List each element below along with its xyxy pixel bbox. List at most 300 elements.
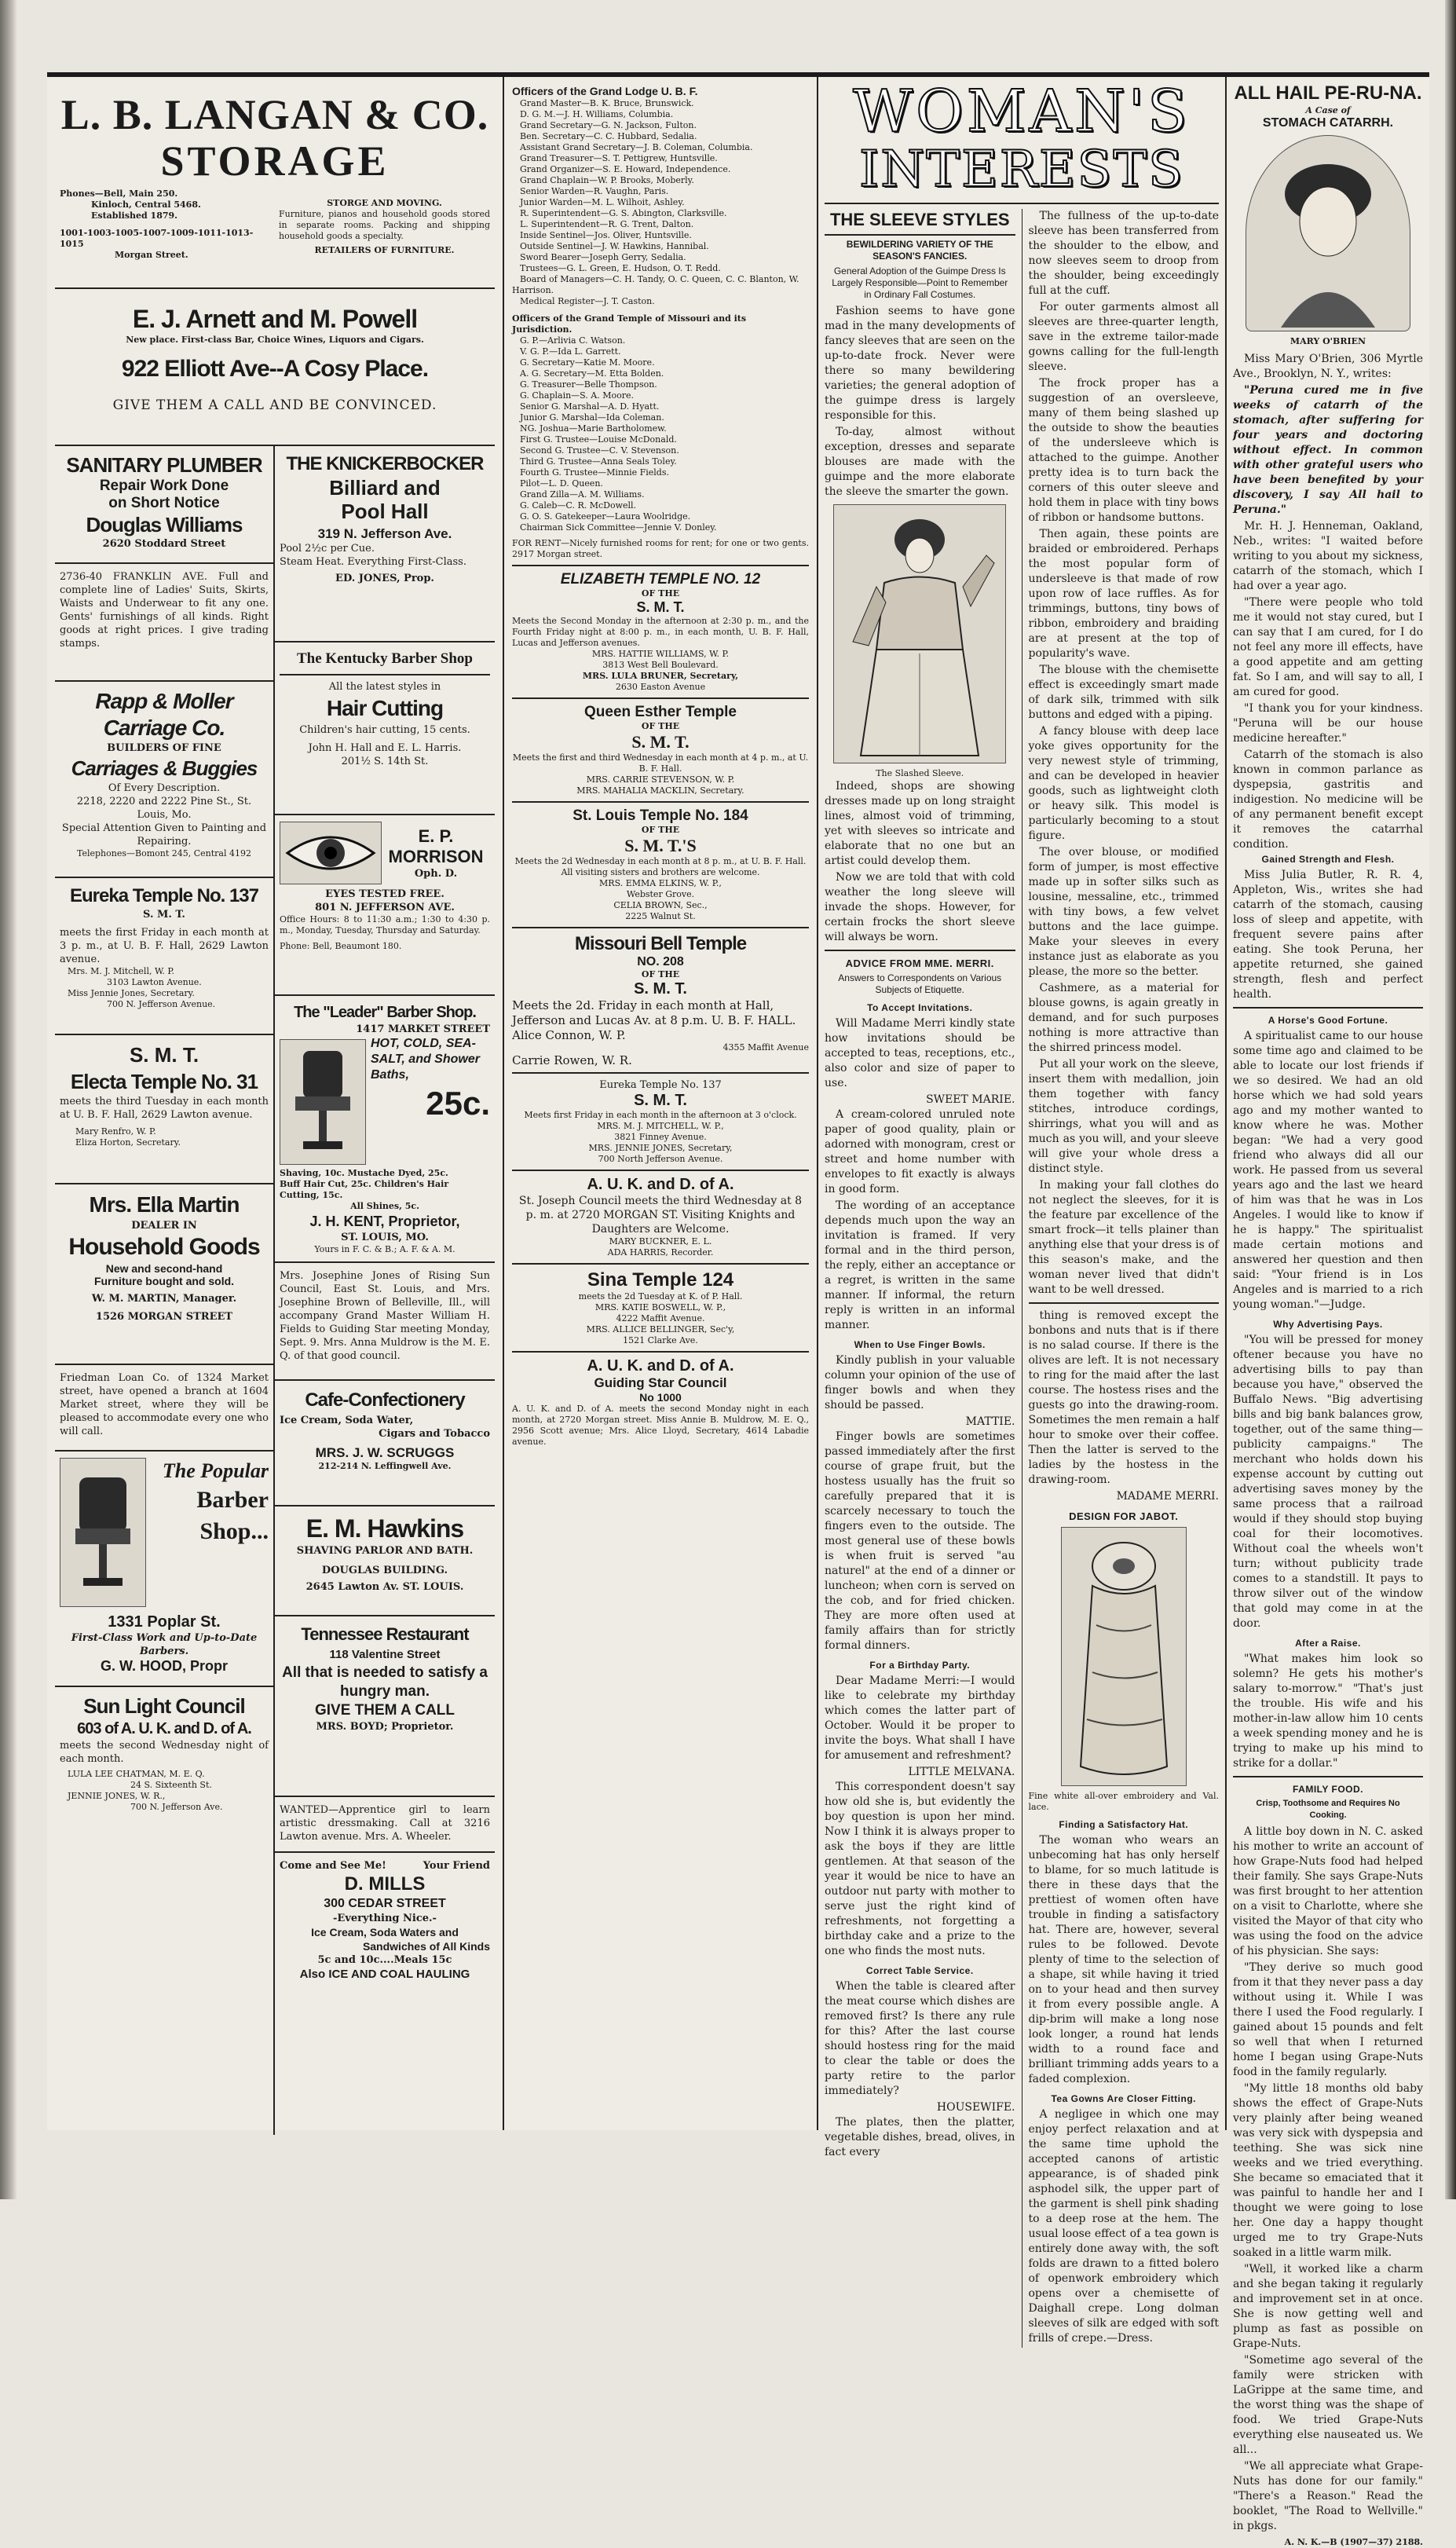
morrison-name: MORRISON	[388, 846, 484, 866]
peruna-sub-1: A Case of	[1305, 105, 1351, 115]
finger-bowls-answer: Finger bowls are sometimes passed immediately after the first course of grape fruit, but the hostess usually has the fruit so carefully prepared that it is scarcely necessary to touch the fingers even to the outside. The most general use of these bowls is when fruit is served "au naturel" at the end of a dinner or luncheon; when corn is served on the cob, and for fried chicken. They are more often used at family affairs than for strictly formal dinners.	[825, 1430, 1015, 1652]
temple-officer-11: Third G. Trustee—Anna Seals Toley.	[520, 456, 677, 467]
eureka2-title: Eureka Temple No. 137	[599, 1079, 722, 1091]
morrison-addr: 801 N. JEFFERSON AVE.	[315, 902, 455, 913]
sleeve-right-p9: Put all your work on the sleeve, insert them with medallion, join them together with fancy stitches, introduce cordings, shirrings, what you will and as much as you will, and your sleeve will give your whole dress a distinct style.	[1028, 1058, 1219, 1175]
lodge-officer-9: Junior Warden—M. L. Wilhoit, Ashley.	[520, 197, 685, 207]
martin-addr: 1526 MORGAN STREET	[95, 1311, 233, 1323]
table-service-answer: The plates, then the platter, vegetable dishes, bread, olives, in fact every	[825, 2116, 1015, 2158]
binding-shadow	[0, 0, 17, 2199]
food-p4: "Well, it worked like a charm and she began taking it regularly and improvement set in at once. She is now getting well and plump as fast as possible on Grape-Nuts.	[1233, 2263, 1423, 2350]
hawkins-addr: 2645 Lawton Av. ST. LOUIS.	[305, 1581, 464, 1593]
knicker-title: THE KNICKERBOCKER	[286, 453, 484, 474]
morrison-optician-ad	[275, 815, 495, 996]
mills-l3: 5c and 10c....Meals 15c	[317, 1954, 452, 1966]
missouri-bell-temple-ad	[512, 933, 809, 1067]
auk2-text: A. U. K. and D. of A. meets the second Monday night in each month, at 2720 Morgan street. Miss Annie B. Muldrow, M. E. Q., 2956 Scott avenue; Mrs. Alice Lloyd, Secretary, 4614 Labadie avenue.	[512, 1404, 809, 1447]
martin-goods-ad	[55, 1184, 273, 1365]
jabot-illustration	[1061, 1527, 1187, 1786]
sunlight-n3: JENNIE JONES, W. R.,	[68, 1791, 166, 1801]
sleeve-right-p5: The blouse with the chemisette effect is exceedingly smart made of dark silk, trimmed with silk buttons and edged with a piping.	[1028, 664, 1219, 721]
morrison-ep: E. P.	[418, 826, 454, 846]
mills-every: -Everything Nice.-	[333, 1913, 437, 1924]
rapp-tel: Telephones—Bomont 245, Central 4192	[76, 848, 251, 858]
rapp-builders: BUILDERS OF FINE	[107, 742, 221, 754]
rapp-title-2: Carriage Co.	[103, 716, 225, 740]
kentucky-children: Children's hair cutting, 15 cents.	[299, 724, 470, 736]
peruna-p6: Catarrh of the stomach is also known in common parlance as dyspepsia, gastritis and indigestion. No medicine will be of any permanent benefit except it removes the catarrhal condition.	[1233, 749, 1423, 851]
hawkins-title: E. M. Hawkins	[305, 1514, 464, 1543]
stlouis-n2: Webster Grove.	[626, 889, 695, 899]
stlouis-text: Meets the 2d Wednesday in each month at 8 p. m., at U. B. F. Hall. All visiting sisters and brothers are welcome.	[514, 856, 807, 877]
barber-chair-illustration	[60, 1458, 146, 1607]
leader-addr: 1417 MARKET STREET	[356, 1023, 490, 1035]
missouri-smt: S. M. T.	[634, 980, 687, 998]
sleeve-p1: Fashion seems to have gone mad in the many developments of fancy sleeves that are seen on the up-to-date frock. Never were there so many bewildering varieties; the general adoption of the guimpe dress is largely responsible for this.	[825, 305, 1015, 422]
eureka-n1: Mrs. M. J. Mitchell, W. P.	[68, 966, 174, 976]
lodge-officer-17: Medical Register—J. T. Caston.	[520, 296, 655, 306]
cafe-l2: Cigars and Tobacco	[379, 1428, 490, 1440]
table-service-signature: HOUSEWIFE.	[936, 2101, 1015, 2114]
kentucky-styles: All the latest styles in	[328, 681, 441, 693]
eureka2-text: Meets first Friday in each month in the afternoon at 3 o'clock.	[524, 1110, 797, 1120]
sleeve-right-p3: The frock proper has a suggestion of an oversleeve, many of them being slashed up the outside to show the beauties of the undersleeve which is attached to the guimpe. Another pretty idea is to turn back the corners of this outer sleeve and hold them in place with tiny bows of ribbon or handsome buttons.	[1028, 377, 1219, 524]
plumber-addr: 2620 Stoddard Street	[102, 538, 226, 550]
wanted-notice: WANTED—Apprentice girl to learn artistic dressmaking. Call at 3216 Lawton avenue. Mrs. A. Wheeler.	[275, 1797, 495, 1853]
queen-title: Queen Esther Temple	[584, 704, 737, 720]
portrait-caption: MARY O'BRIEN	[1290, 336, 1366, 346]
knicker-l1: Billiard and	[329, 476, 441, 500]
peruna-sub-2: STOMACH CATARRH.	[1262, 116, 1394, 130]
temple-officer-7: Junior G. Marshal—Ida Coleman.	[520, 412, 664, 423]
sleeve-styles-title: THE SLEEVE STYLES	[825, 209, 1015, 236]
tea-gowns-title: Tea Gowns Are Closer Fitting.	[1051, 2093, 1197, 2104]
gained-title: Gained Strength and Flesh.	[1261, 854, 1395, 865]
kentucky-addr: 201½ S. 14th St.	[341, 756, 429, 767]
sleeve-deck-2: General Adoption of the Guimpe Dress Is Largely Responsible—Point to Remember in Ordinary Fall Costumes.	[832, 265, 1008, 300]
popular-l1: First-Class Work and Up-to-Date Barbers.	[71, 1632, 258, 1657]
morrison-hours: Office Hours: 8 to 11:30 a.m.; 1:30 to 4:30 p. m., Monday, Tuesday, Thursday and Saturday.	[280, 914, 490, 935]
table-service-title: Correct Table Service.	[865, 1965, 974, 1976]
martin-l2: Furniture bought and sold.	[93, 1275, 235, 1287]
langan-street: Morgan Street.	[115, 250, 188, 260]
sleeve-p2: To-day, almost without exception, dresses and separate blouses are made with the guimpe and the more elaborate the sleeve the smarter the gown.	[825, 426, 1015, 498]
langan-storage: STORAGE	[160, 137, 390, 185]
sina-temple-ad	[512, 1269, 809, 1346]
popular-barber-ad	[55, 1452, 273, 1687]
mills-come: Come and See Me!	[280, 1860, 386, 1872]
horse-text: A spiritualist came to our house some time ago and claimed to be able to locate our lost friends if we so desired. We had an old horse which we had sold years ago and my mother wanted to know where he was. Mother began: "We had a very good friend who always did all our work. He passed from us several years ago and the last we heard of him was that he was in Los Angeles. I would like to know if he is happy." The spiritualist made certain motions and answered her question and then said: "Your friend is in Los Angeles and is married to a rich young woman."—Judge.	[1233, 1030, 1423, 1311]
tennessee-l1: All that is needed to satisfy a hungry man.	[282, 1664, 488, 1700]
peruna-p1: Miss Mary O'Brien, 306 Myrtle Ave., Brooklyn, N. Y., writes:	[1233, 353, 1423, 380]
hawkins-sub: SHAVING PARLOR AND BATH.	[296, 1545, 474, 1557]
leader-title: The "Leader" Barber Shop.	[294, 1004, 476, 1021]
temple-officer-15: G. Caleb—C. R. McDowell.	[520, 500, 637, 511]
knicker-l2: Pool Hall	[341, 500, 429, 523]
ad-subcolumn-b	[275, 446, 495, 2135]
slashed-sleeve-caption: The Slashed Sleeve.	[876, 768, 964, 778]
leader-yours: Yours in F. C. & B.; A. F. & A. M.	[314, 1244, 455, 1254]
lodge-officer-13: Outside Sentinel—J. W. Hawkins, Hannibal.	[520, 241, 709, 251]
auk1-title: A. U. K. and D. of A.	[587, 1176, 734, 1193]
morrison-phone: Phone: Bell, Beaumont 180.	[280, 941, 402, 951]
temple-officer-4: G. Treasurer—Belle Thompson.	[520, 379, 657, 390]
lodge-officer-14: Sword Bearer—Joseph Gerry, Sedalia.	[520, 252, 686, 262]
sina-n3: MRS. ALLICE BELLINGER, Sec'y,	[586, 1324, 735, 1334]
leader-hot: HOT, COLD, SEA-SALT, and Shower Baths,	[371, 1037, 480, 1082]
rapp-moller-ad	[55, 682, 273, 878]
martin-title: Mrs. Ella Martin	[89, 1192, 240, 1217]
sleeve-p4: Now we are told that with cold weather the long sleeve will invade the shops. However, for certain frocks the short sleeve will always be worn.	[825, 871, 1015, 943]
tennessee-addr: 118 Valentine Street	[329, 1648, 441, 1661]
sleeve-p3: Indeed, shops are showing dresses made up on long straight lines, almost void of trimming, yet with sleeves so intricate and elaborate that no one but an artist could develop them.	[825, 780, 1015, 867]
temple-officer-10: Second G. Trustee—C. V. Stevenson.	[520, 445, 679, 456]
knickerbocker-ad	[275, 446, 495, 642]
auk2-sub: Guiding Star Council	[594, 1375, 727, 1390]
temple-officer-17: Chairman Sick Committee—Jennie V. Donley.	[520, 522, 717, 533]
popular-prop: G. W. HOOD, Propr	[100, 1658, 228, 1674]
knicker-pool: Pool 2½c per Cue.	[280, 543, 375, 555]
elizabeth-text: Meets the Second Monday in the afternoon at 2:30 p. m., and the Fourth Friday night at 8:00 p. m., in each month, U. B. F. Hall, Lucas and Jefferson avenues.	[512, 616, 809, 648]
lodge-officer-0: Grand Master—B. K. Bruce, Brunswick.	[520, 98, 694, 108]
langan-moving: STORGE AND MOVING.	[327, 198, 442, 208]
queen-of: OF THE	[641, 721, 680, 731]
birthday-answer: This correspondent doesn't say how old she is, but evidently the boy question is upon her mind. Now I think it is always proper to ask the boys if they are little gentlemen. At that season of the year it would be nice to have an outdoor nut party with mother to serve just the right kind of refreshments, not forgetting a birthday cake and a prize to the one who finds the most nuts.	[825, 1781, 1015, 1957]
plumber-title: SANITARY PLUMBER	[66, 453, 262, 477]
auk1-text: St. Joseph Council meets the third Wednesday at 8 p. m. at 2720 MORGAN ST. Visiting Knights and Daughters are Welcome.	[518, 1195, 803, 1236]
sunlight-council-ad	[55, 1687, 273, 1821]
sunlight-n1: LULA LEE CHATMAN, M. E. Q.	[68, 1769, 205, 1779]
sunlight-text: meets the second Wednesday night of each month.	[60, 1740, 269, 1765]
peruna-p7: Miss Julia Butler, R. R. 4, Appleton, Wis., writes she had catarrh of the stomach, causing loss of sleep and appetite, with frequent severe pains after eating. She took Peruna, her appetite returned, she gained strength, flesh and perfect health.	[1233, 869, 1423, 1001]
tennessee-l2: GIVE THEM A CALL	[314, 1702, 455, 1719]
invitations-answer-2: The wording of an acceptance depends much upon the way an invitation is framed. If very formal and in the third person, the reply, either an acceptance or a regret, is written in the same manner. If informal, the return reply is written in an informal manner.	[825, 1199, 1015, 1331]
eureka-title: Eureka Temple No. 137	[70, 885, 258, 906]
arnett-sub: New place. First-class Bar, Choice Wines, Liquors and Cigars.	[126, 335, 424, 345]
raise-text: "What makes him look so solemn? He gets his mother's salary to-morrow." "That's just the trouble. His wife and his mother-in-law allow him 10 cents a week spending money and he is trying to make up his mind to strike for a dollar."	[1233, 1653, 1423, 1770]
mills-ad	[275, 1853, 495, 1990]
invitations-question: Will Madame Merri kindly state how invitations should be accepted to teas, receptions, etc., also color and size of paper to use.	[825, 1017, 1015, 1089]
langan-storage-ad	[55, 85, 495, 289]
eureka2-n1: MRS. M. J. MITCHELL, W. P.,	[597, 1121, 724, 1131]
langan-phones-1: Phones—Bell, Main 250.	[60, 189, 178, 199]
queen-text: Meets the first and third Wednesday in each month at 4 p. m., at U. B. F. Hall.	[512, 752, 809, 774]
stlouis-n1: MRS. EMMA ELKINS, W. P.,	[599, 878, 722, 888]
temple-officer-6: Senior G. Marshal—A. D. Hyatt.	[520, 401, 660, 412]
arnett-title: E. J. Arnett and M. Powell	[132, 305, 418, 333]
plumber-line-1: Repair Work Done	[99, 478, 229, 494]
st-louis-temple-ad	[512, 807, 809, 922]
birthday-question: Dear Madame Merri:—I would like to celebrate my birthday which comes the latter part of October. Would it be proper to invite the boys. What shall I have for amusement and refreshment?	[825, 1675, 1015, 1762]
slashed-sleeve-illustration	[833, 504, 1006, 763]
peruna-p2: "Peruna cured me in five weeks of catarrh of the stomach, after suffering for four years and doctoring without effect. In common with other grateful users who have been benefited by your discovery, I say All hail to Peruna."	[1233, 384, 1423, 516]
merri-signature: MADAME MERRI.	[1116, 1490, 1219, 1503]
leader-barber-ad	[275, 996, 495, 1263]
lodge-title: Officers of the Grand Lodge U. B. F.	[512, 85, 698, 97]
finger-bowls-title: When to Use Finger Bowls.	[854, 1339, 986, 1350]
arnett-powell-ad	[55, 289, 495, 446]
plumber-line-2: on Short Notice	[108, 495, 220, 511]
mills-l4: Also ICE AND COAL HAULING	[299, 1968, 470, 1981]
mills-friend: Your Friend	[423, 1860, 490, 1872]
temple-officer-0: G. P.—Arlivia C. Watson.	[520, 335, 626, 346]
kentucky-names: John H. Hall and E. L. Harris.	[308, 742, 462, 754]
peruna-p5: "I thank you for your kindness. "Peruna will be our house medicine hereafter."	[1233, 702, 1423, 745]
queen-esther-temple-ad	[512, 704, 809, 796]
eureka2-n2: 3821 Finney Avenue.	[614, 1132, 707, 1142]
leader-kent: J. H. KENT, Proprietor,	[309, 1214, 460, 1229]
food-p2: "They derive so much good from it that they never pass a day without using it. While I was there I used the Food regularly. I gained about 15 pounds and felt so well that when I returned home I began using Grape-Nuts food in the family regularly.	[1233, 1961, 1423, 2078]
newspaper-page	[47, 72, 1429, 2547]
elizabeth-temple-ad	[512, 571, 809, 693]
mary-obrien-portrait	[1246, 135, 1410, 331]
sleeve-right-p4: Then again, these points are braided or embroidered. Perhaps the most popular form of undersleeve is that made of row upon row of lace ruffles. As for trimmings, buttons, tiny bows of ribbon, embroidery and braiding are at present at the top of popularity's wave.	[1028, 528, 1219, 660]
sleeve-right-p6: A fancy blouse with deep lace yoke gives opportunity for the very newest style of trimming, and can be developed in heavier goods, such as lightweight cloth or heavy silk. This model is particularly becoming to a stout figure.	[1028, 725, 1219, 842]
rapp-carriages: Carriages & Buggies	[71, 756, 258, 780]
mills-l1: Ice Cream, Soda Waters and	[311, 1926, 459, 1938]
kentucky-title: The Kentucky Barber Shop	[297, 650, 473, 667]
elizabeth-n3: MRS. LULA BRUNER, Secretary,	[582, 671, 739, 681]
knicker-addr: 319 N. Jefferson Ave.	[317, 526, 452, 541]
peruna-column	[1227, 77, 1429, 2547]
eureka2-smt: S. M. T.	[634, 1092, 687, 1109]
stlouis-smt: S. M. T.'S	[624, 836, 697, 855]
lodge-officer-7: Grand Chaplain—W. P. Brooks, Moberly.	[520, 175, 694, 185]
mills-name: D. MILLS	[344, 1873, 426, 1895]
elizabeth-of: OF THE	[641, 588, 680, 599]
sleeve-right-p10: In making your fall clothes do not neglect the sleeves, for it is the feature par excellence of the smart frock—it tells plainer than anything else that your dress is of this season's make, and the woman never lived that didn't want to be well dressed.	[1028, 1179, 1219, 1296]
sleeve-right-p7: The over blouse, or modified form of jumper, is most effective made up in softer silks such as lousine, messaline, etc., trimmed with tiny bows, a few velvet buttons and the lace guimpe. Make your sleeves in every instance just as elaborate as you please, the more so the better.	[1028, 846, 1219, 978]
lodge-officer-10: R. Superintendent—G. S. Abington, Clarksville.	[520, 208, 727, 218]
langan-desc: Furniture, pianos and household goods stored in separate rooms. Packing and shipping household goods a specialty.	[279, 209, 490, 241]
sunlight-n4: 700 N. Jefferson Ave.	[130, 1802, 223, 1812]
missouri-n1: Alice Connon, W. P.	[512, 1028, 626, 1042]
elizabeth-n2: 3813 West Bell Boulevard.	[602, 660, 719, 670]
temple-officer-5: G. Chaplain—S. A. Moore.	[520, 390, 635, 401]
temple-officer-9: First G. Trustee—Louise McDonald.	[520, 434, 677, 445]
langan-established: Established 1879.	[91, 211, 177, 221]
eureka-n4: 700 N. Jefferson Avenue.	[107, 999, 216, 1009]
merri-deck: Answers to Correspondents on Various Subjects of Etiquette.	[838, 972, 1002, 995]
sleeve-right-p8: Cashmere, as a material for blouse gowns, is again greatly in demand, and for such purposes nothing is more attractive than the shirred princess model.	[1028, 982, 1219, 1054]
ads-text: "You will be pressed for money oftener because you have no advertising bills to pay than because you have," observed the Buffalo News. "Big advertising bills and big bank balances grow, together, out of the same thing—publicity campaigns." The merchant who holds down his expense account by cutting out advertising saves money by the same process that a railroad would if they should stop buying coal for their locomotives. Without coal the wheels won't turn; without publicity trade comes to a standstill. It pays to throw silver out of the window that gold may come in at the door.	[1233, 1334, 1423, 1630]
temple-officer-2: G. Secretary—Katie M. Moore.	[520, 357, 655, 368]
queen-n1: MRS. CARRIE STEVENSON, W. P.	[586, 774, 735, 785]
mills-addr: 300 CEDAR STREET	[324, 1897, 446, 1910]
martin-l1: New and second-hand	[105, 1262, 223, 1275]
morrison-eyes: EYES TESTED FREE.	[325, 888, 444, 900]
popular-title-3: Shop...	[199, 1518, 269, 1544]
horse-title: A Horse's Good Fortune.	[1268, 1015, 1388, 1026]
raise-title: After a Raise.	[1295, 1638, 1361, 1649]
missouri-n2: 4355 Maffit Avenue	[723, 1042, 809, 1053]
queen-n2: MRS. MAHALIA MACKLIN, Secretary.	[576, 785, 744, 796]
popular-addr: 1331 Poplar St.	[108, 1613, 221, 1631]
lodge-officer-8: Senior Warden—R. Vaughn, Paris.	[520, 186, 669, 196]
hat-text: The woman who wears an unbecoming hat has only herself to blame, for so much latitude is there in these days that the prettiest of women often have trouble in finding a satisfactory hat. There are, however, several rules to be followed. Devote plenty of time to the selection of a shape, sit while having it tried on to your head and then survey it from every possible angle. A dip-brim will make a long nose look longer, a round hat lends width to a round face and brilliant trimming adds years to a faded complexion.	[1028, 1834, 1219, 2085]
temple-officer-1: V. G. P.—Ida L. Garrett.	[520, 346, 621, 357]
josephine-notice: Mrs. Josephine Jones of Rising Sun Council, East St. Louis, and Mrs. Josephine Brown of Belleville, Ill., will accompany Grand Master William H. Fields to Guiding Star meeting Monday, Sept. 9. Mrs. Anna Muldrow is the M. E. Q. of that good council.	[275, 1263, 495, 1381]
food-p3: "My little 18 months old baby shows the effect of Grape-Nuts very plainly after being weaned was very sick with dyspepsia and teething. She was sick nine weeks and we tried everything. She became so emaciated that it was painful to handle her and I thought we were going to lose her. One day a happy thought urged me to try Grape-Nuts soaked in a little warm milk.	[1233, 2082, 1423, 2259]
missouri-n3: Carrie Rowen, W. R.	[512, 1053, 632, 1067]
masthead-line-2: INTERESTS	[859, 141, 1184, 199]
sina-text: meets the 2d Tuesday at K. of P. Hall.	[578, 1291, 743, 1301]
sina-n1: MRS. KATIE BOSWELL, W. P.,	[594, 1302, 726, 1312]
rapp-addr: 2218, 2220 and 2222 Pine St., St. Louis, Mo.	[76, 796, 252, 821]
leader-shave: Shaving, 10c. Mustache Dyed, 25c.	[280, 1168, 448, 1178]
finger-bowls-signature: MATTIE.	[965, 1415, 1015, 1428]
eureka-n2: 3103 Lawton Avenue.	[107, 977, 202, 987]
martin-goods: Household Goods	[68, 1234, 260, 1260]
auk2-no: No 1000	[639, 1391, 682, 1404]
knicker-steam: Steam Heat. Everything First-Class.	[280, 556, 466, 568]
hawkins-bldg: DOUGLAS BUILDING.	[321, 1565, 448, 1576]
birthday-title: For a Birthday Party.	[869, 1660, 971, 1671]
temple-officers-list	[512, 335, 809, 533]
rapp-special: Special Attention Given to Painting and Repairing.	[61, 822, 267, 848]
temple-officer-12: Fourth G. Trustee—Minnie Fields.	[520, 467, 669, 478]
sleeve-right-p1: The fullness of the up-to-date sleeve has been transferred from the shoulder to the elbow, and now sleeves seem to droop from the shoulder, being exceedingly full at the cuff.	[1028, 210, 1219, 297]
hawkins-ad	[275, 1506, 495, 1616]
leader-chair-illustration	[280, 1039, 366, 1165]
family-food-title: FAMILY FOOD.	[1292, 1784, 1363, 1795]
eureka2-n3: MRS. JENNIE JONES, Secretary,	[588, 1143, 733, 1153]
missouri-text: Meets the 2d. Friday in each month at Hall, Jefferson and Lucas Av. at 8 p.m. U. B. F. HALL.	[512, 998, 796, 1027]
ads-title: Why Advertising Pays.	[1273, 1319, 1383, 1330]
stlouis-n4: 2225 Walnut St.	[625, 911, 696, 921]
eye-illustration	[280, 822, 382, 884]
leader-price: 25c.	[426, 1085, 490, 1122]
ad-column-left	[47, 77, 504, 2130]
popular-title-1: The Popular	[162, 1459, 269, 1482]
family-food-deck: Crisp, Toothsome and Requires No Cooking.	[1256, 1799, 1400, 1820]
sina-title: Sina Temple 124	[587, 1269, 734, 1290]
finger-bowls-question: Kindly publish in your valuable column your opinion of the use of finger bowls and when they should be passed.	[825, 1354, 1015, 1411]
womans-interests-section	[818, 77, 1227, 2345]
elizabeth-n4: 2630 Easton Avenue	[615, 682, 706, 692]
eureka-n3: Miss Jennie Jones, Secretary.	[68, 988, 195, 998]
sina-n4: 1521 Clarke Ave.	[623, 1335, 698, 1345]
stlouis-of: OF THE	[641, 825, 680, 835]
langan-retailers: RETAILERS OF FURNITURE.	[314, 245, 455, 255]
cafe-title: Cafe-Confectionery	[305, 1389, 465, 1411]
missouri-no: NO. 208	[637, 955, 684, 968]
eureka-temple-2-ad	[512, 1078, 809, 1165]
jabot-caption: Fine white all-over embroidery and Val. lace.	[1028, 1791, 1219, 1812]
martin-mgr: W. M. MARTIN, Manager.	[91, 1293, 237, 1305]
lodge-officer-5: Grand Treasurer—S. T. Pettigrew, Huntsville.	[520, 153, 718, 163]
merri-continued: thing is removed except the bonbons and nuts that is if there is no salad course. If there is the olives are left. It is not necessary to ring for the maid after the last course. The hostess rises and the guests go into the drawing-room. Sometimes the men remain a half hour to smoke over their coffee. Then the latter is served to the ladies by the hostess in the drawing-room.	[1028, 1309, 1219, 1486]
invitations-signature: SWEET MARIE.	[926, 1093, 1015, 1106]
temple-officer-13: Pilot—L. D. Queen.	[520, 478, 603, 489]
cafe-ad	[275, 1381, 495, 1506]
temple-officer-14: Grand Zilla—A. M. Williams.	[520, 489, 645, 500]
hat-title: Finding a Satisfactory Hat.	[1059, 1819, 1189, 1830]
knicker-prop: ED. JONES, Prop.	[335, 573, 434, 584]
electa-n1: Mary Renfro, W. P.	[75, 1126, 156, 1137]
lodge-officer-15: Trustees—G. L. Green, E. Hudson, O. T. Redd.	[520, 263, 721, 273]
rapp-title-1: Rapp & Moller	[95, 689, 233, 713]
tennessee-title: Tennessee Restaurant	[301, 1624, 469, 1644]
sleeve-deck-1: BEWILDERING VARIETY OF THE SEASON'S FANCIES.	[846, 239, 993, 262]
eureka-smt: S. M. T.	[143, 909, 185, 921]
auk1-n2: ADA HARRIS, Recorder.	[607, 1247, 714, 1258]
leader-shines: All Shines, 5c.	[350, 1201, 419, 1211]
food-p5: "Sometime ago several of the family were stricken with LaGrippe at the same time, and the worst thing was the shape of food. We tried Grape-Nuts everything else nauseated us. We all...	[1233, 2354, 1423, 2456]
electa-text: meets the third Tuesday in each month at U. B. F. Hall, 2629 Lawton avenue.	[60, 1096, 269, 1121]
sina-n2: 4222 Maffit Avenue.	[616, 1313, 705, 1323]
electa-temple-ad	[55, 1035, 273, 1184]
martin-dealer: DEALER IN	[131, 1220, 197, 1232]
temple-title: Officers of the Grand Temple of Missouri and its Jurisdiction.	[512, 313, 747, 335]
lodge-officer-12: Inside Sentinel—Jos. Oliver, Huntsville.	[520, 230, 692, 240]
missouri-title: Missouri Bell Temple	[574, 933, 747, 954]
arnett-call: GIVE THEM A CALL AND BE CONVINCED.	[112, 397, 437, 413]
auk1-n1: MARY BUCKNER, E. L.	[609, 1236, 712, 1247]
sunlight-title: Sun Light Council	[83, 1694, 245, 1718]
cafe-l1: Ice Cream, Soda Water,	[280, 1415, 414, 1426]
morrison-oph: Oph. D.	[414, 867, 458, 880]
eureka-text: meets the first Friday in each month at 3 p. m., at U. B. F. Hall, 2629 Lawton avenue.	[60, 927, 269, 965]
tennessee-restaurant-ad	[275, 1616, 495, 1797]
merri-title: ADVICE FROM MME. MERRI.	[845, 957, 994, 969]
eureka-temple-ad	[55, 878, 273, 1035]
stlouis-title: St. Louis Temple No. 184	[573, 807, 748, 824]
leader-cut: Buff Hair Cut, 25c. Children's Hair Cutting, 15c.	[280, 1179, 449, 1200]
lodge-officers-list	[512, 98, 809, 307]
tennessee-prop: MRS. BOYD; Proprietor.	[316, 1721, 454, 1733]
lodge-officer-6: Grand Organizer—S. E. Howard, Independence.	[520, 164, 731, 174]
lodge-officer-16: Board of Managers—C. H. Tandy, O. C. Queen, C. C. Blanton, W. Harrison.	[512, 274, 799, 295]
kentucky-barber-ad	[275, 642, 495, 815]
stlouis-n3: CELIA BROWN, Sec.,	[613, 900, 708, 910]
plumber-name: Douglas Williams	[86, 513, 243, 536]
sunlight-n2: 24 S. Sixteenth St.	[130, 1780, 212, 1790]
masthead-line-1: WOMAN'S	[853, 78, 1191, 145]
temple-officer-16: G. O. S. Gatekeeper—Laura Woolridge.	[520, 511, 691, 522]
popular-title-2: Barber	[196, 1487, 269, 1513]
page-footer-code: A. N. K.—B (1907—37) 2188.	[1284, 2537, 1423, 2547]
leader-city: ST. LOUIS, MO.	[341, 1232, 429, 1243]
kentucky-cut: Hair Cutting	[326, 696, 444, 720]
electa-smt: S. M. T.	[129, 1043, 199, 1067]
page-edge-shadow	[1445, 0, 1456, 2199]
table-service-question: When the table is cleared after the meat course which dishes are removed first? Is there any rule for this? After the last course should hostess ring for the maid to clear the table or does the party retire to the parlor immediately?	[825, 1980, 1015, 2097]
temple-officer-8: NG. Joshua—Marie Bartholomew.	[520, 423, 667, 434]
rapp-every: Of Every Description.	[108, 782, 221, 794]
food-p1: A little boy down in N. C. asked his mother to write an account of how Grape-Nuts food had helped their family. She says Grape-Nuts was first brought to her attention on a visit to Charlotte, where she visited the Mayor of that city who was using the food on the advice of his physician. She says:	[1233, 1825, 1423, 1957]
missouri-of: OF THE	[641, 969, 680, 979]
cafe-name: MRS. J. W. SCRUGGS	[315, 1445, 455, 1460]
electa-n2: Eliza Horton, Secretary.	[75, 1137, 181, 1148]
peruna-title: ALL HAIL PE-RU-NA.	[1234, 82, 1422, 104]
electa-title: Electa Temple No. 31	[70, 1070, 258, 1093]
elizabeth-smt: S. M. T.	[636, 599, 685, 615]
temple-officer-3: A. G. Secretary—M. Etta Bolden.	[520, 368, 664, 379]
langan-addresses: 1001-1003-1005-1007-1009-1011-1013-1015	[60, 228, 254, 249]
lodge-officer-3: Ben. Secretary—C. C. Hubbard, Sedalia.	[520, 131, 697, 141]
franklin-ad: 2736-40 FRANKLIN AVE. Full and complete line of Ladies' Suits, Skirts, Waists and Underwear to fit any one. Gents' furnishings of all kinds. Right goods at right prices. I give trading stamps.	[55, 564, 273, 682]
friedman-notice: Friedman Loan Co. of 1324 Market street, have opened a branch at 1604 Market street, where they will be pleased to accommodate every one who will call.	[55, 1365, 273, 1452]
lodge-officer-2: Grand Secretary—G. N. Jackson, Fulton.	[520, 120, 697, 130]
eureka2-n4: 700 North Jefferson Avenue.	[598, 1154, 723, 1164]
lodge-column	[504, 77, 818, 2130]
lodge-officer-11: L. Superintendent—R. G. Trent, Dalton.	[520, 219, 694, 229]
lodge-officer-4: Assistant Grand Secretary—J. B. Coleman, Columbia.	[520, 142, 753, 152]
elizabeth-title: ELIZABETH TEMPLE NO. 12	[560, 571, 761, 588]
langan-phones-2: Kinloch, Central 5468.	[91, 200, 201, 210]
auk-guiding-star-ad	[512, 1357, 809, 1448]
